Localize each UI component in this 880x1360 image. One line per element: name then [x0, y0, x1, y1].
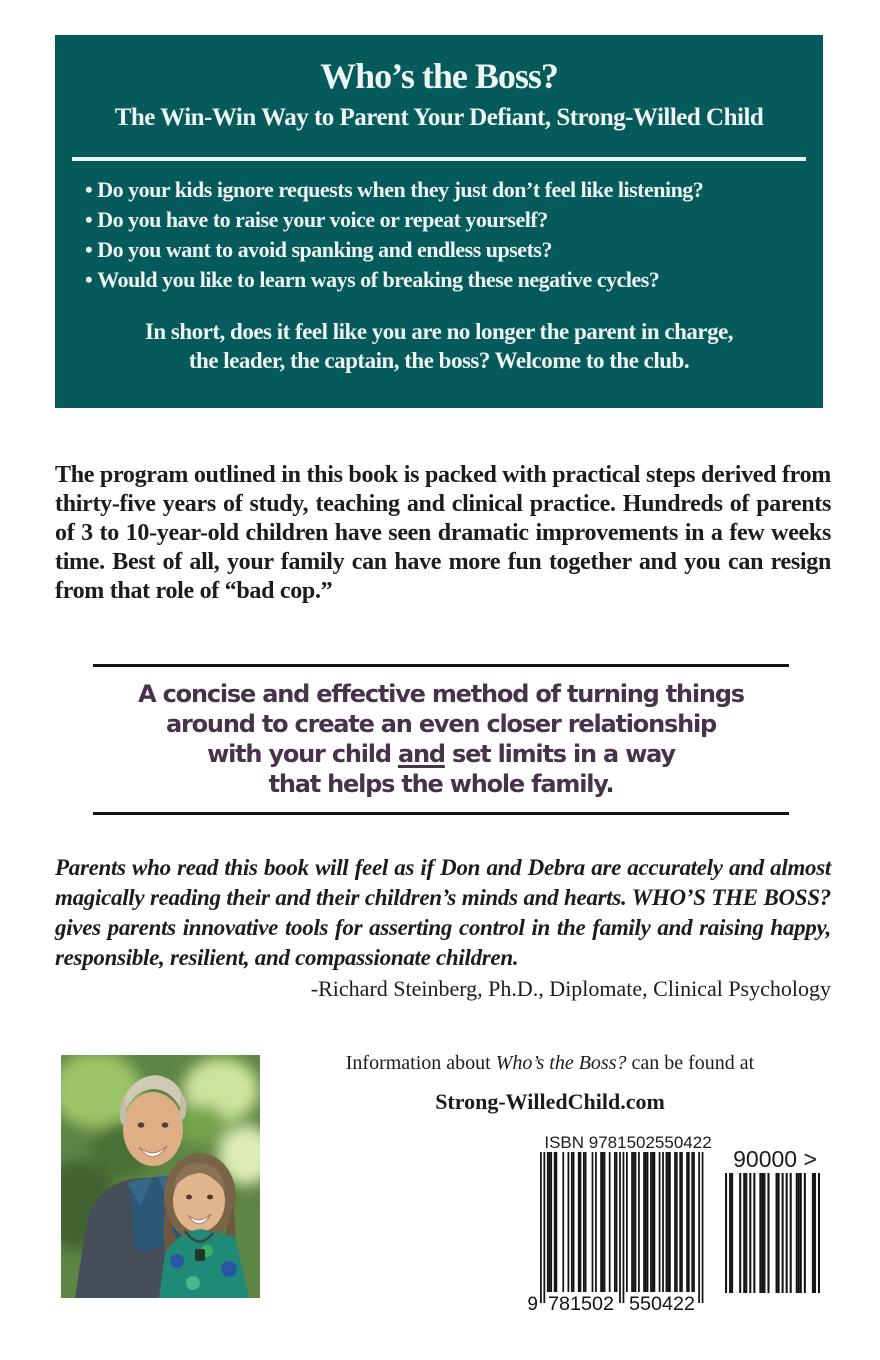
supplement-barcode [723, 1173, 820, 1293]
barcode-area [527, 1133, 839, 1328]
testimonial-block [55, 853, 831, 1004]
header-divider [72, 157, 806, 161]
bullet-item: • Do you want to avoid spanking and endless upsets? [85, 235, 823, 265]
svg-text:9: 9 [527, 1294, 538, 1314]
svg-text:781502: 781502 [548, 1294, 614, 1314]
author-photo [61, 1055, 260, 1298]
tagline-line2: around to create an even closer relationship [166, 710, 716, 738]
info-book-title: Who’s the Boss? [495, 1052, 627, 1074]
program-paragraph: The program outlined in this book is packed with practical steps derived from thirty-five years of study, teaching and clinical practice. Hundreds of parents of 3 to 10-year-old children have seen dramatic improvements in a few weeks time. Best of all, your family can have more fun together and you can resign from that role of “bad cop.” [55, 462, 831, 604]
tagline-and-underlined: and [397, 740, 445, 768]
ean13-barcode [527, 1152, 716, 1314]
info-pre: Information about [345, 1052, 496, 1074]
tagline-line1: A concise and effective method of turning things [138, 680, 744, 708]
testimonial-attribution: -Richard Steinberg, Ph.D., Diplomate, Clinical Psychology [310, 976, 831, 1001]
in-short-line2: the leader, the captain, the boss? Welcome to the club. [188, 348, 690, 373]
tagline-line4: that helps the whole family. [268, 770, 614, 798]
tagline-line3-pre: with your child [207, 740, 398, 768]
tagline-block [93, 664, 789, 815]
header-box [55, 35, 823, 408]
info-post: can be found at [626, 1052, 755, 1074]
tagline-line3-post: set limits in a way [444, 740, 675, 768]
in-short-line1: In short, does it feel like you are no longer the parent in charge, [144, 319, 734, 344]
book-title: Who’s the Boss? [320, 56, 558, 96]
website-url: Strong-WilledChild.com [435, 1089, 665, 1114]
bullet-item: • Do your kids ignore requests when they just don’t feel like listening? [85, 175, 823, 205]
testimonial-quote: Parents who read this book will feel as if Don and Debra are accurately and almost magically reading their and their children’s minds and hearts. WHO’S THE BOSS? gives parents innovative tools for asserting control in the family and raising happy, responsible, resilient, and compassionate children. [55, 855, 831, 970]
bullet-item: • Do you have to raise your voice or repeat yourself? [85, 205, 823, 235]
bullet-list [85, 175, 823, 295]
bullet-item: • Would you like to learn ways of breaking these negative cycles? [85, 265, 823, 295]
svg-text:550422: 550422 [629, 1294, 695, 1314]
book-subtitle: The Win-Win Way to Parent Your Defiant, Strong-Willed Child [114, 104, 764, 131]
in-short-text [55, 317, 823, 375]
info-line [270, 1050, 830, 1076]
tagline-line3 [93, 739, 789, 769]
isbn-label: ISBN 9781502550422 [544, 1133, 712, 1152]
supplement-label: 90000 > [733, 1146, 817, 1172]
info-block [270, 1050, 830, 1116]
